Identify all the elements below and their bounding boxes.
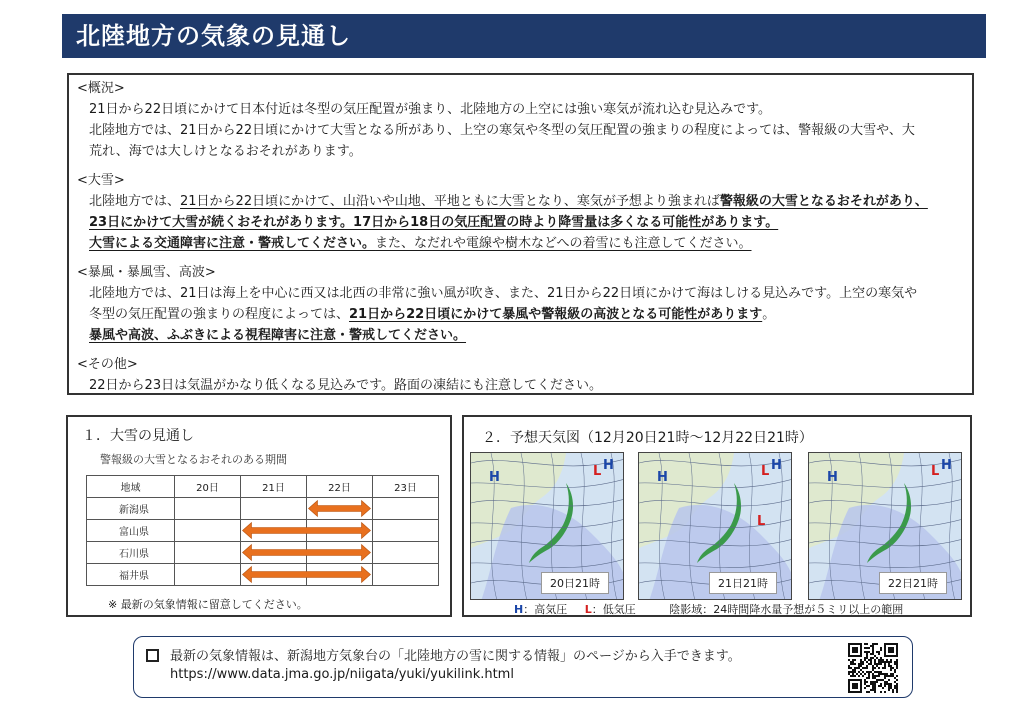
svg-text:L: L xyxy=(593,464,602,479)
region-cell: 福井県 xyxy=(87,564,175,586)
table-row xyxy=(87,564,439,586)
snow-panel-subtitle: 警報級の大雪となるおそれのある期間 xyxy=(100,453,287,466)
info-url-link[interactable]: https://www.data.jma.go.jp/niigata/yuki/yukilink.html xyxy=(170,667,514,682)
weather-map xyxy=(470,452,624,600)
snow-panel-title: １．大雪の見通し xyxy=(82,428,194,444)
overview-text-3: 荒れ、海では大しけとなるおそれがあります。 xyxy=(89,144,362,159)
weather-legend xyxy=(514,601,903,617)
overview-heading: <概況> xyxy=(77,81,125,96)
table-header-cell: 22日 xyxy=(307,476,373,498)
svg-text:H: H xyxy=(827,470,838,485)
legend-high-symbol: H xyxy=(514,603,524,616)
svg-text:H: H xyxy=(657,470,668,485)
weather-map xyxy=(638,452,792,600)
weather-map xyxy=(808,452,962,600)
snow-text-1 xyxy=(77,191,964,212)
weather-panel-title: ２．予想天気図（12月20日21時～12月22日21時） xyxy=(482,430,813,446)
weather-map-label: 21日21時 xyxy=(709,572,777,594)
table-row xyxy=(87,520,439,542)
page-title: 北陸地方の気象の見通し xyxy=(62,14,986,58)
snow-text-3b: また、なだれや電線や樹木などへの着雪にも注意してください。 xyxy=(375,236,752,251)
storm-text-2a: 冬型の気圧配置の強まりの程度によっては、 xyxy=(89,307,350,322)
region-cell: 石川県 xyxy=(87,542,175,564)
weather-map-label: 20日21時 xyxy=(541,572,609,594)
snow-text-3a: 大雪による交通障害に注意・警戒してください。 xyxy=(89,236,376,251)
other-text-1: 22日から23日は気温がかなり低くなる見込みです。路面の凍結にも注意してください。 xyxy=(89,378,603,393)
weather-chart-panel xyxy=(462,415,972,617)
snow-heading: <大雪> xyxy=(77,173,125,188)
qr-code-icon[interactable] xyxy=(848,643,898,693)
table-header-cell: 23日 xyxy=(373,476,439,498)
svg-text:L: L xyxy=(761,464,770,479)
info-box xyxy=(133,636,913,698)
storm-text-2c: 。 xyxy=(762,307,776,322)
svg-text:L: L xyxy=(757,514,766,529)
other-heading: <その他> xyxy=(77,357,138,372)
table-header-cell: 20日 xyxy=(175,476,241,498)
overview-text-2: 北陸地方では、21日から22日頃にかけて大雪となる所があり、上空の寒気や冬型の気圧配置の強まりの程度によっては、警報級の大雪や、大 xyxy=(89,123,915,138)
region-cell: 富山県 xyxy=(87,520,175,542)
snow-text-1a: 北陸地方では、 xyxy=(89,194,181,209)
legend-shade-text: 陰影域：24時間降水量予想が５ミリ以上の範囲 xyxy=(669,603,904,616)
snow-period-table xyxy=(86,475,439,586)
storm-text-2b: 21日から22日頃にかけて暴風や警報級の高波となる可能性があります xyxy=(349,307,763,322)
weather-map-label: 22日21時 xyxy=(879,572,947,594)
storm-heading: <暴風・暴風雪、高波> xyxy=(77,265,216,280)
svg-text:L: L xyxy=(931,464,940,479)
table-row xyxy=(87,498,439,520)
svg-text:H: H xyxy=(489,470,500,485)
svg-text:H: H xyxy=(771,458,782,473)
table-row xyxy=(87,542,439,564)
storm-text-3: 暴風や高波、ふぶきによる視程障害に注意・警戒してください。 xyxy=(89,328,467,343)
table-header-cell: 地域 xyxy=(87,476,175,498)
snow-text-1b: 21日から22日頃にかけて、山沿いや山地、平地ともに大雪となり、寒気が予想より強まれば xyxy=(180,194,720,209)
svg-text:H: H xyxy=(941,458,952,473)
snow-panel-note: ※ 最新の気象情報に留意してください。 xyxy=(108,598,308,611)
table-header-row xyxy=(87,476,439,498)
snow-text-1c: 警報級の大雪となるおそれがあり、 xyxy=(719,194,928,209)
region-cell: 新潟県 xyxy=(87,498,175,520)
legend-low-text: ：低気圧 xyxy=(591,603,636,616)
svg-text:H: H xyxy=(603,458,614,473)
outlook-box xyxy=(67,73,974,395)
legend-high-text: ：高気圧 xyxy=(523,603,568,616)
table-header-cell: 21日 xyxy=(241,476,307,498)
snow-text-2: 23日にかけて大雪が続くおそれがあります。17日から18日の気圧配置の時より降雪量は多くなる可能性があります。 xyxy=(89,215,779,230)
storm-text-2 xyxy=(77,304,964,325)
overview-text-1: 21日から22日頃にかけて日本付近は冬型の気圧配置が強まり、北陸地方の上空には強い寒気が流れ込む見込みです。 xyxy=(89,102,772,117)
legend-low-symbol: L xyxy=(584,603,592,616)
storm-text-1: 北陸地方では、21日は海上を中心に西又は北西の非常に強い風が吹き、また、21日から22日頃にかけて海はしける見込みです。上空の寒気や xyxy=(89,286,918,301)
square-bullet-icon xyxy=(146,649,159,662)
info-text: 最新の気象情報は、新潟地方気象台の「北陸地方の雪に関する情報」のページから入手できます。 xyxy=(170,649,741,664)
